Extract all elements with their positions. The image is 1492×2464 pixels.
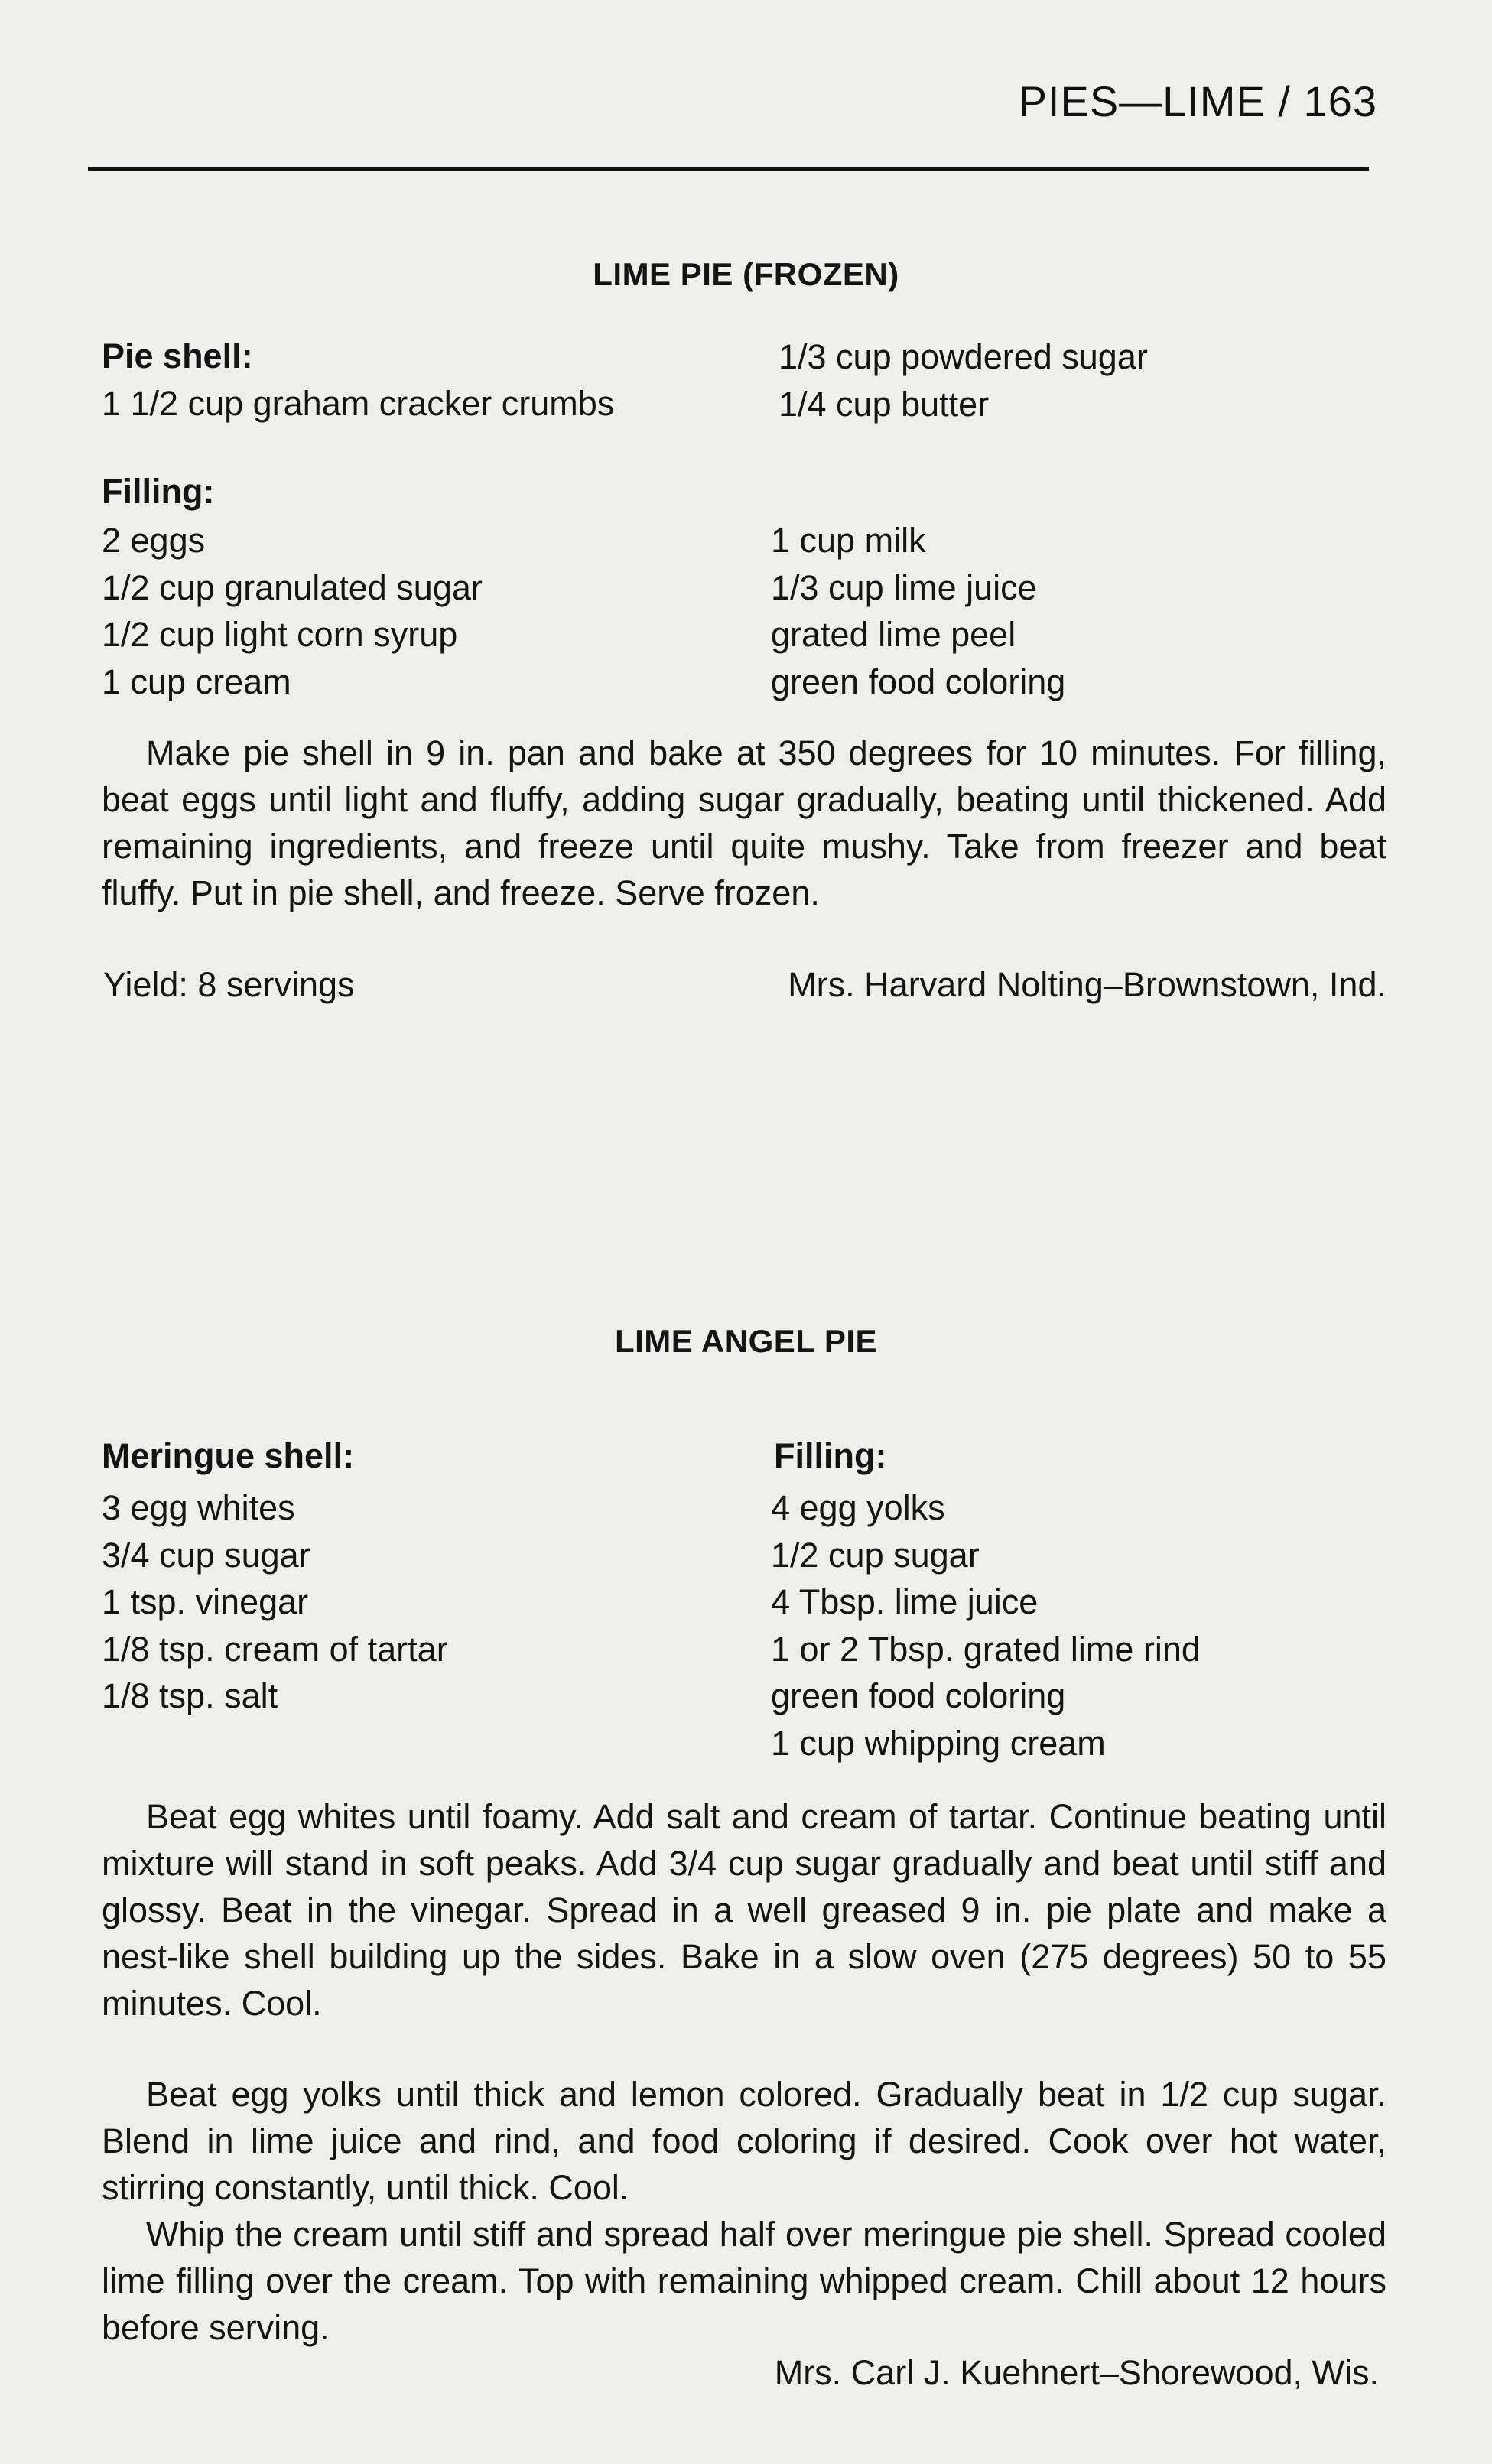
filling-label: Filling: (774, 1436, 887, 1475)
ingredient: 1/2 cup granulated sugar (102, 567, 483, 607)
ingredient: 1/2 cup light corn syrup (102, 615, 458, 654)
running-head: PIES—LIME / 163 (1018, 77, 1377, 125)
ingredient: 1 cup cream (102, 662, 291, 701)
ingredient: 1 tsp. vinegar (102, 1582, 309, 1621)
meringue-shell-label: Meringue shell: (102, 1436, 355, 1475)
ingredient: 1 1/2 cup graham cracker crumbs (102, 384, 615, 423)
ingredient: 1/3 cup powdered sugar (779, 337, 1148, 376)
filling-label: Filling: (102, 472, 215, 511)
contributor: Mrs. Carl J. Kuehnert–Shorewood, Wis. (774, 2353, 1379, 2392)
filling-ingredients (771, 1484, 1201, 1767)
pie-shell-ingredients-left (102, 380, 614, 427)
yield-row (103, 961, 1386, 1008)
recipe-directions: Make pie shell in 9 in. pan and bake at 350 degrees for 10 minutes. For filling, beat eggs until light and fluffy, adding sugar gradually, beating until thickened. Add remaining ingredients, and freeze until quite mushy. Take from freezer and beat fluffy. Put in pie shell, and freeze. Serve frozen. (102, 733, 1386, 912)
assembly-directions: Whip the cream until stiff and spread half over meringue pie shell. Spread cooled lime filling over the cream. Top with remaining whipped cream. Chill about 12 hours before serving. (102, 2215, 1386, 2347)
ingredient: 1/2 cup sugar (771, 1535, 980, 1575)
ingredient: 1 or 2 Tbsp. grated lime rind (771, 1629, 1201, 1669)
header-rule (88, 167, 1369, 171)
filling-directions: Beat egg yolks until thick and lemon colored. Gradually beat in 1/2 cup sugar. Blend in lime juice and rind, and food coloring if desired. Cook over hot water, stirring constantly, until thick. Cool. (102, 2075, 1386, 2207)
meringue-directions: Beat egg whites until foamy. Add salt and cream of tartar. Continue beating until mixture will stand in soft peaks. Add 3/4 cup sugar gradually and beat until stiff and glossy. Beat in the vinegar. Spread in a well greased 9 in. pie plate and make a nest-like shell building up the sides. Bake in a slow oven (275 degrees) 50 to 55 minutes. Cool. (102, 1797, 1386, 2023)
filling-ingredients-right (771, 517, 1065, 705)
ingredient: grated lime peel (771, 615, 1016, 654)
ingredient: 3 egg whites (102, 1488, 295, 1527)
ingredient: 1 cup milk (771, 521, 926, 560)
ingredient: 1/8 tsp. cream of tartar (102, 1629, 448, 1669)
yield-text: Yield: 8 servings (103, 965, 355, 1004)
pie-shell-ingredients-right (779, 333, 1148, 427)
ingredient: 1/3 cup lime juice (771, 567, 1037, 607)
ingredient: 4 egg yolks (771, 1488, 945, 1527)
bleed-through-text (428, 73, 1117, 141)
ingredient: green food coloring (771, 662, 1066, 701)
ingredient: 3/4 cup sugar (102, 1535, 310, 1575)
meringue-shell-ingredients (102, 1484, 448, 1720)
ingredient: green food coloring (771, 1676, 1066, 1715)
ingredient: 4 Tbsp. lime juice (771, 1582, 1039, 1621)
ingredient: 1/8 tsp. salt (102, 1676, 278, 1715)
recipe-title-lime-pie-frozen: LIME PIE (FROZEN) (593, 256, 899, 292)
pie-shell-label: Pie shell: (102, 336, 253, 375)
ingredient: 1/4 cup butter (779, 384, 990, 424)
ingredient: 2 eggs (102, 521, 206, 560)
contributor: Mrs. Harvard Nolting–Brownstown, Ind. (788, 965, 1386, 1004)
recipe-title-lime-angel-pie: LIME ANGEL PIE (614, 1323, 878, 1359)
ingredient: 1 cup whipping cream (771, 1723, 1106, 1763)
filling-ingredients-left (102, 517, 483, 705)
